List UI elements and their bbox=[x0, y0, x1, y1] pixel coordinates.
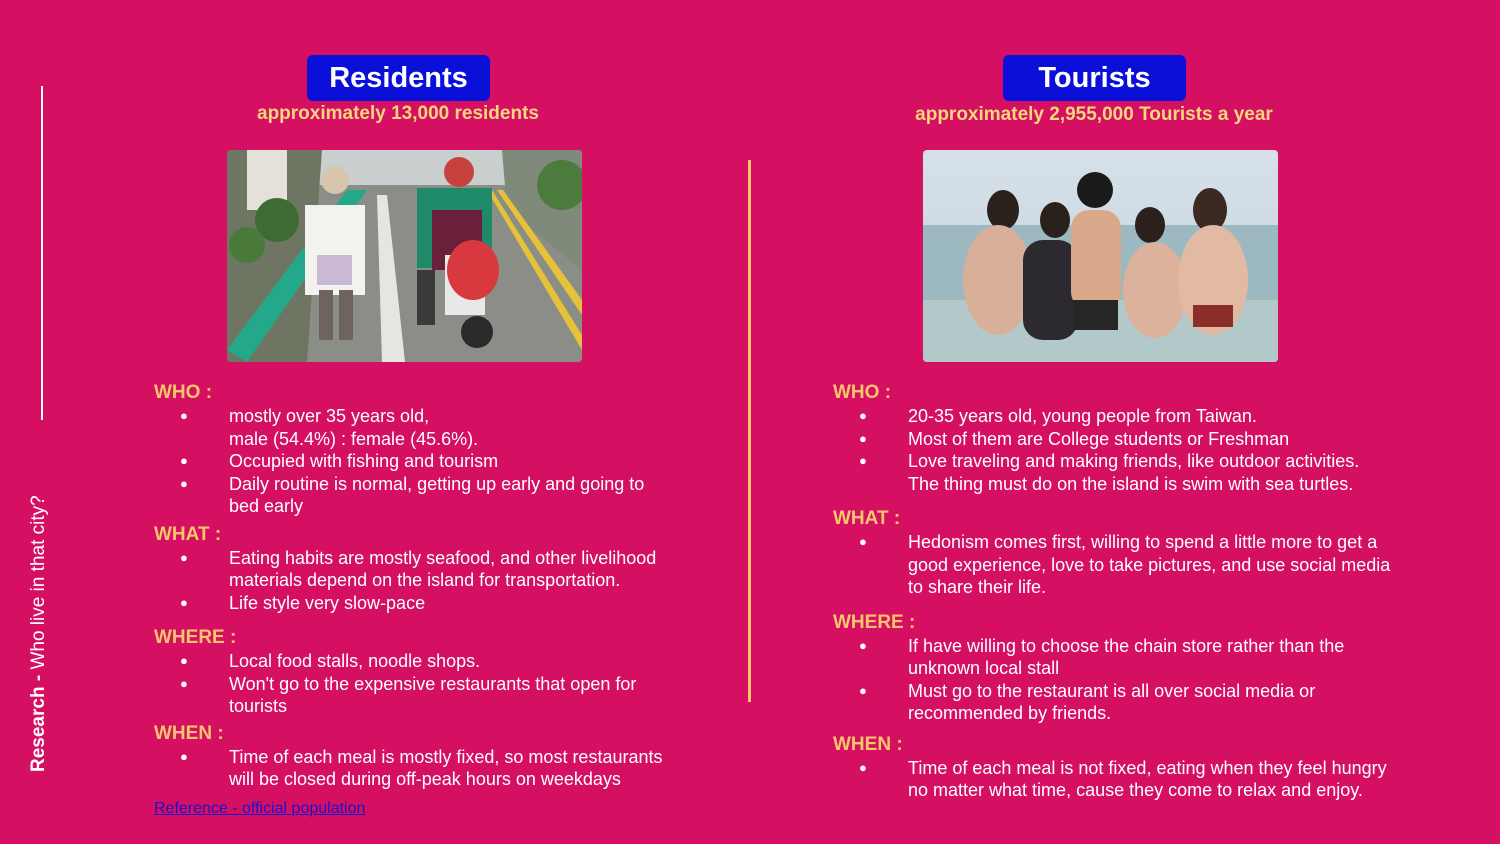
tourists-content bbox=[833, 381, 1473, 802]
list-item: ● Hedonism comes first, willing to spend a little more to get a good experience, love to take pictures, and use social media to share their life. bbox=[833, 531, 1473, 599]
tourists-where-heading: WHERE : bbox=[833, 611, 916, 633]
reference-link[interactable]: Reference - official population bbox=[154, 800, 366, 817]
list-item: ● If have willing to choose the chain store rather than the unknown local stall bbox=[833, 635, 1473, 680]
side-label-rest: Who live in that city? bbox=[28, 495, 49, 670]
tourists-what-heading: WHAT : bbox=[833, 508, 901, 529]
list-item: ● Love traveling and making friends, like outdoor activities. The thing must do on the island is swim with sea turtles. bbox=[833, 450, 1473, 495]
tourists-title: Tourists bbox=[1003, 55, 1186, 101]
residents-what-list bbox=[154, 547, 744, 615]
residents-when-list bbox=[154, 746, 744, 791]
residents-what-heading: WHAT : bbox=[154, 523, 222, 545]
list-item: ● Won't go to the expensive restaurants that open for tourists bbox=[154, 673, 744, 718]
residents-content bbox=[154, 381, 744, 791]
list-item: ● Time of each meal is mostly fixed, so most restaurants will be closed during off-peak hours on weekdays bbox=[154, 746, 744, 791]
list-item: ● Occupied with fishing and tourism bbox=[154, 450, 744, 473]
tourists-what-list bbox=[833, 531, 1473, 599]
residents-where-heading: WHERE : bbox=[154, 627, 237, 648]
tourists-who-list bbox=[833, 405, 1473, 495]
side-label bbox=[28, 495, 50, 772]
list-item: ● Life style very slow-pace bbox=[154, 592, 744, 615]
residents-title: Residents bbox=[307, 55, 490, 101]
tourists-where-list bbox=[833, 635, 1473, 725]
residents-where-list bbox=[154, 650, 744, 718]
residents-photo bbox=[227, 150, 582, 362]
tourists-when-list bbox=[833, 757, 1473, 802]
side-line bbox=[41, 86, 43, 420]
tourists-photo bbox=[923, 150, 1278, 362]
tourists-when-heading: WHEN : bbox=[833, 733, 903, 755]
residents-subtitle: approximately 13,000 residents bbox=[257, 103, 539, 124]
list-item: ● Daily routine is normal, getting up early and going to bed early bbox=[154, 473, 744, 518]
list-item: ● Time of each meal is not fixed, eating when they feel hungry no matter what time, cause they come to relax and enjoy. bbox=[833, 757, 1473, 802]
list-item: ● Eating habits are mostly seafood, and other livelihood materials depend on the island for transportation. bbox=[154, 547, 744, 592]
residents-who-heading: WHO : bbox=[154, 382, 213, 403]
residents-when-heading: WHEN : bbox=[154, 722, 224, 744]
tourists-who-heading: WHO : bbox=[833, 382, 892, 403]
list-item: ● Most of them are College students or Freshman bbox=[833, 428, 1473, 451]
column-divider bbox=[748, 160, 751, 702]
list-item: ● 20-35 years old, young people from Taiwan. bbox=[833, 405, 1473, 428]
list-item: ● Must go to the restaurant is all over social media or recommended by friends. bbox=[833, 680, 1473, 725]
residents-who-list bbox=[154, 405, 744, 518]
list-item: ● mostly over 35 years old, male (54.4%) : female (45.6%). bbox=[154, 405, 744, 450]
list-item: ● Local food stalls, noodle shops. bbox=[154, 650, 744, 673]
side-label-bold: Research - bbox=[28, 669, 49, 772]
tourists-subtitle: approximately 2,955,000 Tourists a year bbox=[915, 104, 1273, 125]
